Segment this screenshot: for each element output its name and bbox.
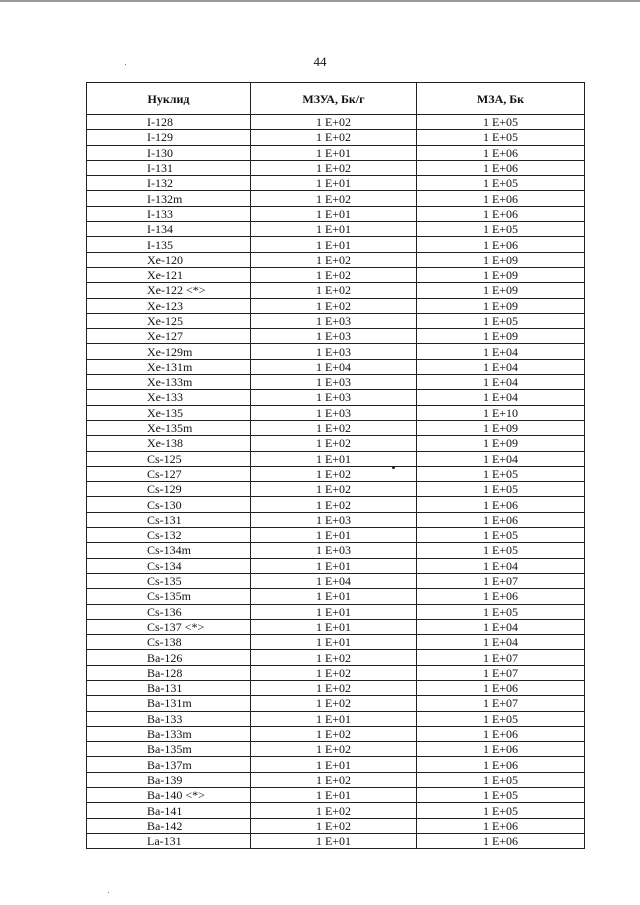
cell-specific-activity: 1 E+01 [251, 206, 417, 221]
table-row [87, 757, 585, 772]
table-body [87, 115, 585, 849]
cell-specific-activity: 1 E+02 [251, 436, 417, 451]
cell-activity: 1 E+04 [417, 558, 585, 573]
cell-activity: 1 E+05 [417, 711, 585, 726]
cell-nuclide: I-132m [87, 191, 251, 206]
table-row [87, 466, 585, 481]
cell-nuclide: I-135 [87, 237, 251, 252]
nuclide-activity-table [86, 82, 585, 849]
cell-activity: 1 E+05 [417, 803, 585, 818]
cell-nuclide: I-130 [87, 145, 251, 160]
cell-nuclide: Cs-129 [87, 482, 251, 497]
cell-specific-activity: 1 E+02 [251, 420, 417, 435]
cell-specific-activity: 1 E+01 [251, 788, 417, 803]
table-row [87, 482, 585, 497]
cell-activity: 1 E+06 [417, 237, 585, 252]
cell-specific-activity: 1 E+01 [251, 757, 417, 772]
cell-specific-activity: 1 E+02 [251, 283, 417, 298]
table-row [87, 512, 585, 527]
table-header [87, 83, 585, 115]
cell-specific-activity: 1 E+03 [251, 405, 417, 420]
table-row [87, 696, 585, 711]
cell-nuclide: Cs-132 [87, 528, 251, 543]
cell-specific-activity: 1 E+01 [251, 589, 417, 604]
table-row [87, 680, 585, 695]
cell-specific-activity: 1 E+02 [251, 772, 417, 787]
table-row [87, 313, 585, 328]
cell-activity: 1 E+05 [417, 772, 585, 787]
cell-nuclide: Cs-135m [87, 589, 251, 604]
table-row [87, 451, 585, 466]
table-row [87, 436, 585, 451]
cell-nuclide: Ba-131m [87, 696, 251, 711]
cell-nuclide: I-129 [87, 130, 251, 145]
cell-specific-activity: 1 E+04 [251, 573, 417, 588]
table-row [87, 558, 585, 573]
table-row [87, 604, 585, 619]
cell-nuclide: Ba-142 [87, 818, 251, 833]
cell-nuclide: Ba-141 [87, 803, 251, 818]
cell-nuclide: Ba-133m [87, 726, 251, 741]
cell-specific-activity: 1 E+02 [251, 482, 417, 497]
cell-specific-activity: 1 E+02 [251, 252, 417, 267]
cell-nuclide: Xe-120 [87, 252, 251, 267]
cell-nuclide: I-132 [87, 176, 251, 191]
cell-specific-activity: 1 E+01 [251, 222, 417, 237]
table-row [87, 788, 585, 803]
table-row [87, 420, 585, 435]
cell-activity: 1 E+04 [417, 390, 585, 405]
cell-specific-activity: 1 E+02 [251, 680, 417, 695]
table-row [87, 711, 585, 726]
cell-nuclide: Cs-136 [87, 604, 251, 619]
table-row [87, 237, 585, 252]
cell-specific-activity: 1 E+02 [251, 818, 417, 833]
table-row [87, 298, 585, 313]
cell-nuclide: Ba-135m [87, 742, 251, 757]
cell-activity: 1 E+05 [417, 222, 585, 237]
table-row [87, 115, 585, 130]
cell-nuclide: Xe-135 [87, 405, 251, 420]
scan-dust [108, 892, 109, 893]
cell-specific-activity: 1 E+02 [251, 742, 417, 757]
table-row [87, 772, 585, 787]
scan-top-edge [0, 0, 640, 2]
cell-nuclide: Xe-138 [87, 436, 251, 451]
table-row [87, 329, 585, 344]
table-row [87, 543, 585, 558]
cell-specific-activity: 1 E+02 [251, 466, 417, 481]
cell-nuclide: Ba-131 [87, 680, 251, 695]
cell-activity: 1 E+09 [417, 436, 585, 451]
cell-specific-activity: 1 E+01 [251, 635, 417, 650]
cell-nuclide: La-131 [87, 833, 251, 848]
cell-activity: 1 E+04 [417, 635, 585, 650]
table-row [87, 803, 585, 818]
cell-nuclide: I-133 [87, 206, 251, 221]
cell-specific-activity: 1 E+02 [251, 130, 417, 145]
cell-activity: 1 E+05 [417, 528, 585, 543]
table-row [87, 222, 585, 237]
table-row [87, 665, 585, 680]
cell-nuclide: Ba-139 [87, 772, 251, 787]
cell-activity: 1 E+07 [417, 573, 585, 588]
cell-specific-activity: 1 E+02 [251, 803, 417, 818]
cell-nuclide: Ba-126 [87, 650, 251, 665]
cell-nuclide: Cs-135 [87, 573, 251, 588]
cell-specific-activity: 1 E+02 [251, 650, 417, 665]
cell-nuclide: Xe-123 [87, 298, 251, 313]
cell-activity: 1 E+05 [417, 313, 585, 328]
cell-activity: 1 E+04 [417, 359, 585, 374]
cell-activity: 1 E+05 [417, 543, 585, 558]
cell-nuclide: I-128 [87, 115, 251, 130]
header-activity: МЗА, Бк [417, 83, 585, 115]
cell-activity: 1 E+09 [417, 283, 585, 298]
cell-specific-activity: 1 E+02 [251, 298, 417, 313]
table-row [87, 589, 585, 604]
table-row [87, 252, 585, 267]
cell-activity: 1 E+04 [417, 619, 585, 634]
cell-activity: 1 E+06 [417, 818, 585, 833]
table-row [87, 145, 585, 160]
table-row [87, 497, 585, 512]
cell-activity: 1 E+06 [417, 680, 585, 695]
table-row [87, 650, 585, 665]
table-row [87, 833, 585, 848]
cell-nuclide: Ba-137m [87, 757, 251, 772]
cell-activity: 1 E+10 [417, 405, 585, 420]
table-row [87, 267, 585, 282]
cell-specific-activity: 1 E+01 [251, 604, 417, 619]
table-row [87, 359, 585, 374]
cell-nuclide: Cs-131 [87, 512, 251, 527]
cell-specific-activity: 1 E+03 [251, 375, 417, 390]
cell-nuclide: Cs-137 <*> [87, 619, 251, 634]
cell-activity: 1 E+04 [417, 375, 585, 390]
cell-nuclide: Xe-121 [87, 267, 251, 282]
table-row [87, 390, 585, 405]
table-row [87, 528, 585, 543]
table-row [87, 742, 585, 757]
table-row [87, 818, 585, 833]
cell-activity: 1 E+07 [417, 665, 585, 680]
cell-activity: 1 E+06 [417, 206, 585, 221]
cell-activity: 1 E+06 [417, 145, 585, 160]
cell-activity: 1 E+06 [417, 191, 585, 206]
cell-specific-activity: 1 E+01 [251, 237, 417, 252]
cell-nuclide: Xe-125 [87, 313, 251, 328]
cell-activity: 1 E+09 [417, 252, 585, 267]
cell-specific-activity: 1 E+02 [251, 726, 417, 741]
cell-specific-activity: 1 E+03 [251, 344, 417, 359]
cell-specific-activity: 1 E+03 [251, 512, 417, 527]
cell-nuclide: Ba-128 [87, 665, 251, 680]
table-row [87, 375, 585, 390]
cell-nuclide: I-131 [87, 160, 251, 175]
cell-nuclide: Xe-135m [87, 420, 251, 435]
cell-specific-activity: 1 E+02 [251, 665, 417, 680]
table-row [87, 206, 585, 221]
cell-nuclide: Cs-138 [87, 635, 251, 650]
table-row [87, 176, 585, 191]
cell-nuclide: Xe-129m [87, 344, 251, 359]
cell-nuclide: Cs-130 [87, 497, 251, 512]
cell-nuclide: Xe-131m [87, 359, 251, 374]
cell-activity: 1 E+09 [417, 298, 585, 313]
cell-nuclide: Cs-125 [87, 451, 251, 466]
table-row [87, 726, 585, 741]
cell-specific-activity: 1 E+03 [251, 390, 417, 405]
cell-nuclide: Cs-134m [87, 543, 251, 558]
cell-activity: 1 E+06 [417, 833, 585, 848]
cell-specific-activity: 1 E+01 [251, 451, 417, 466]
cell-activity: 1 E+06 [417, 757, 585, 772]
table-row [87, 160, 585, 175]
cell-activity: 1 E+06 [417, 512, 585, 527]
table-row [87, 635, 585, 650]
cell-activity: 1 E+06 [417, 160, 585, 175]
cell-activity: 1 E+05 [417, 130, 585, 145]
cell-specific-activity: 1 E+03 [251, 543, 417, 558]
cell-activity: 1 E+09 [417, 267, 585, 282]
cell-activity: 1 E+06 [417, 742, 585, 757]
cell-specific-activity: 1 E+02 [251, 267, 417, 282]
cell-specific-activity: 1 E+02 [251, 160, 417, 175]
table-row [87, 405, 585, 420]
cell-activity: 1 E+05 [417, 482, 585, 497]
cell-nuclide: Cs-127 [87, 466, 251, 481]
header-row [87, 83, 585, 115]
cell-activity: 1 E+04 [417, 451, 585, 466]
cell-nuclide: Xe-133 [87, 390, 251, 405]
cell-nuclide: Xe-122 <*> [87, 283, 251, 298]
cell-specific-activity: 1 E+02 [251, 497, 417, 512]
table-row [87, 191, 585, 206]
cell-specific-activity: 1 E+02 [251, 115, 417, 130]
cell-activity: 1 E+09 [417, 420, 585, 435]
cell-specific-activity: 1 E+01 [251, 833, 417, 848]
cell-activity: 1 E+05 [417, 466, 585, 481]
scan-dust [125, 64, 126, 65]
cell-activity: 1 E+04 [417, 344, 585, 359]
cell-nuclide: I-134 [87, 222, 251, 237]
cell-specific-activity: 1 E+03 [251, 313, 417, 328]
table-row [87, 619, 585, 634]
cell-activity: 1 E+05 [417, 115, 585, 130]
cell-specific-activity: 1 E+01 [251, 145, 417, 160]
cell-nuclide: Xe-133m [87, 375, 251, 390]
cell-specific-activity: 1 E+01 [251, 176, 417, 191]
cell-nuclide: Cs-134 [87, 558, 251, 573]
table-row [87, 573, 585, 588]
table-row [87, 344, 585, 359]
cell-activity: 1 E+05 [417, 604, 585, 619]
cell-specific-activity: 1 E+01 [251, 528, 417, 543]
cell-activity: 1 E+07 [417, 696, 585, 711]
cell-nuclide: Ba-140 <*> [87, 788, 251, 803]
cell-specific-activity: 1 E+04 [251, 359, 417, 374]
cell-activity: 1 E+06 [417, 497, 585, 512]
cell-activity: 1 E+05 [417, 788, 585, 803]
table-row [87, 283, 585, 298]
cell-nuclide: Xe-127 [87, 329, 251, 344]
cell-nuclide: Ba-133 [87, 711, 251, 726]
cell-activity: 1 E+09 [417, 329, 585, 344]
cell-activity: 1 E+06 [417, 726, 585, 741]
cell-specific-activity: 1 E+02 [251, 191, 417, 206]
header-specific-activity: МЗУА, Бк/г [251, 83, 417, 115]
cell-specific-activity: 1 E+03 [251, 329, 417, 344]
header-nuclide: Нуклид [87, 83, 251, 115]
cell-specific-activity: 1 E+01 [251, 558, 417, 573]
scan-speck [392, 466, 395, 469]
cell-specific-activity: 1 E+01 [251, 711, 417, 726]
table-row [87, 130, 585, 145]
page-number: 44 [313, 54, 327, 69]
cell-activity: 1 E+06 [417, 589, 585, 604]
cell-specific-activity: 1 E+02 [251, 696, 417, 711]
cell-activity: 1 E+07 [417, 650, 585, 665]
cell-specific-activity: 1 E+01 [251, 619, 417, 634]
cell-activity: 1 E+05 [417, 176, 585, 191]
